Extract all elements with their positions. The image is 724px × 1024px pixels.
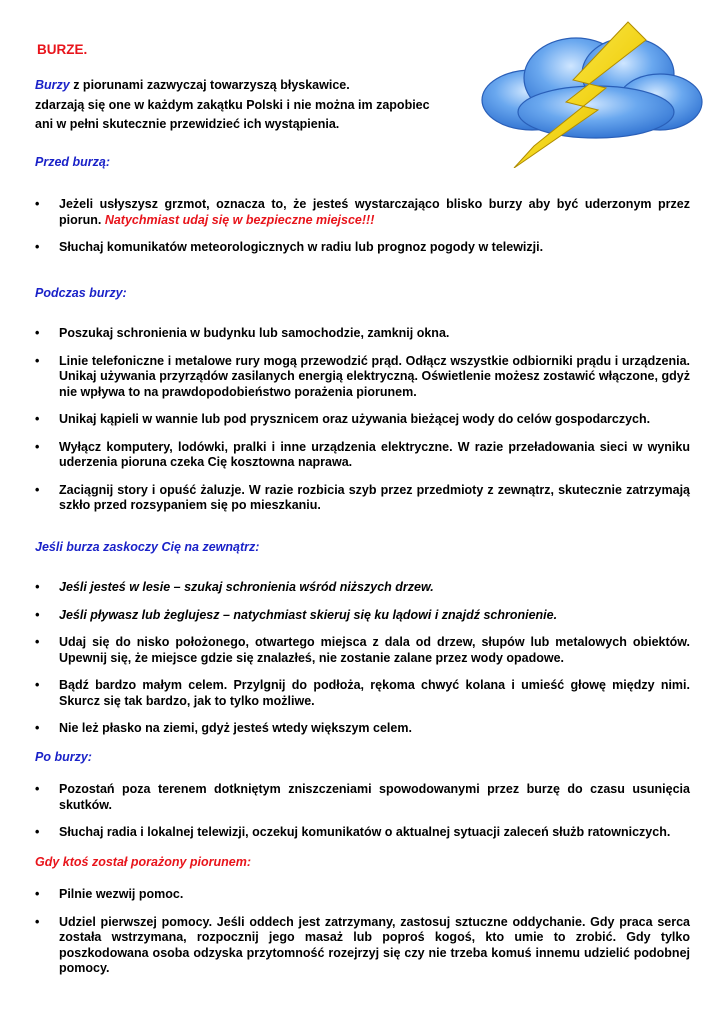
- section-heading-after: Po burzy:: [35, 750, 92, 764]
- list-item: • Poszukaj schronienia w budynku lub samochodzie, zamknij okna.: [35, 326, 450, 340]
- storm-cloud-lightning-icon: [478, 18, 706, 168]
- section-heading-during: Podczas burzy:: [35, 286, 127, 300]
- bullet-icon: •: [35, 914, 40, 929]
- bullet-icon: •: [35, 887, 40, 901]
- intro-line-1-rest: z piorunami zazwyczaj towarzyszą błyskawice.: [69, 78, 350, 92]
- bullet-icon: •: [35, 326, 40, 340]
- list-item: • Słuchaj radia i lokalnej telewizji, oczekuj komunikatów o aktualnej sytuacji zaleceń służb ratowniczych.: [35, 825, 671, 839]
- bullet-icon: •: [35, 482, 40, 497]
- list-item: • Jeśli jesteś w lesie – szukaj schronienia wśród niższych drzew.: [35, 580, 434, 594]
- bullet-icon: •: [35, 678, 40, 692]
- intro-lead-word: Burzy: [35, 78, 70, 92]
- list-item: • Zaciągnij story i opuść żaluzje. W razie rozbicia szyb przez przedmioty z zewnątrz, skutecznie zatrzymają szkło przed rozsypaniem się po mieszkaniu.: [35, 482, 690, 512]
- bullet-icon: •: [35, 825, 40, 839]
- list-item: • Pozostań poza terenem dotkniętym zniszczeniami spowodowanymi przez burzę do czasu usunięcia skutków.: [35, 782, 690, 812]
- list-item: • Wyłącz komputery, lodówki, pralki i inne urządzenia elektryczne. W razie przeładowania sieci w wyniku uderzenia pioruna czeka Cię kosztowna naprawa.: [35, 439, 690, 469]
- list-item: • Słuchaj komunikatów meteorologicznych w radiu lub prognoz pogody w telewizji.: [35, 240, 544, 254]
- list-item: • Udaj się do nisko położonego, otwartego miejsca z dala od drzew, słupów lub metalowych obiektów. Upewnij się, że miejsce gdzie się znalazłeś, nie zostanie zalane przez wody opadowe.: [35, 635, 690, 665]
- bullet-icon: •: [35, 635, 40, 649]
- bullet-icon: •: [35, 353, 40, 368]
- list-before: [35, 197, 690, 268]
- list-item: • Udziel pierwszej pomocy. Jeśli oddech jest zatrzymany, zastosuj sztuczne oddychanie. Gdy praca serca została wstrzymana, rozpocznij jego masaż lub poproś kogoś, kto umie to zrobić. Gdy tylko poszkodowana osoba odzyska przytomność rozejrzyj się czy nie trzeba komuś innemu udzielić podobnej pomocy.: [35, 914, 690, 975]
- bullet-icon: •: [35, 240, 40, 254]
- intro-paragraph: [35, 76, 465, 135]
- section-heading-struck: Gdy ktoś został porażony piorunem:: [35, 855, 251, 869]
- intro-line-1: [35, 76, 465, 96]
- section-heading-outside: Jeśli burza zaskoczy Cię na zewnątrz:: [35, 540, 260, 554]
- intro-line-2: zdarzają się one w każdym zakątku Polski i nie można im zapobiec: [35, 97, 430, 112]
- list-item: • Unikaj kąpieli w wannie lub pod prysznicem oraz używania bieżącej wody do celów gospodarczych.: [35, 412, 651, 426]
- bullet-icon: •: [35, 607, 40, 622]
- list-item: • Jeżeli usłyszysz grzmot, oznacza to, że jesteś wystarczająco blisko burzy aby być uderzonym przez piorun. Natychmiast udaj się w bezpieczne miejsce!!!: [35, 197, 690, 227]
- list-item: • Jeśli pływasz lub żeglujesz – natychmiast skieruj się ku lądowi i znajdź schronienie.: [35, 607, 558, 622]
- list-item: • Pilnie wezwij pomoc.: [35, 887, 184, 901]
- list-during: [35, 326, 690, 526]
- bullet-icon: •: [35, 439, 40, 454]
- bullet-icon: •: [35, 412, 40, 426]
- page-title: BURZE.: [37, 42, 88, 57]
- list-struck: [35, 887, 690, 989]
- list-item: • Nie leż płasko na ziemi, gdyż jesteś wtedy większym celem.: [35, 721, 412, 735]
- bullet-icon: •: [35, 782, 40, 796]
- bullet-icon: •: [35, 197, 40, 211]
- list-item: • Linie telefoniczne i metalowe rury mogą przewodzić prąd. Odłącz wszystkie odbiorniki prądu i urządzenia. Unikaj używania przyrządów zasilanych energią elektryczną. Oświetlenie możesz zostawić włączone, gdyż nie wpływa to na prawdopodobieństwo porażenia piorunem.: [35, 353, 690, 399]
- list-outside: [35, 580, 690, 749]
- intro-line-3: ani w pełni skutecznie przewidzieć ich wystąpienia.: [35, 117, 340, 131]
- bullet-icon: •: [35, 721, 40, 735]
- list-after: [35, 782, 690, 853]
- bullet-icon: •: [35, 580, 40, 594]
- warning-text: Natychmiast udaj się w bezpieczne miejsce!!!: [104, 212, 375, 227]
- list-item: • Bądź bardzo małym celem. Przylgnij do podłoża, rękoma chwyć kolana i umieść głowę między nimi. Skurcz się tak bardzo, jak to tylko możliwe.: [35, 678, 690, 708]
- section-heading-before: Przed burzą:: [35, 155, 111, 169]
